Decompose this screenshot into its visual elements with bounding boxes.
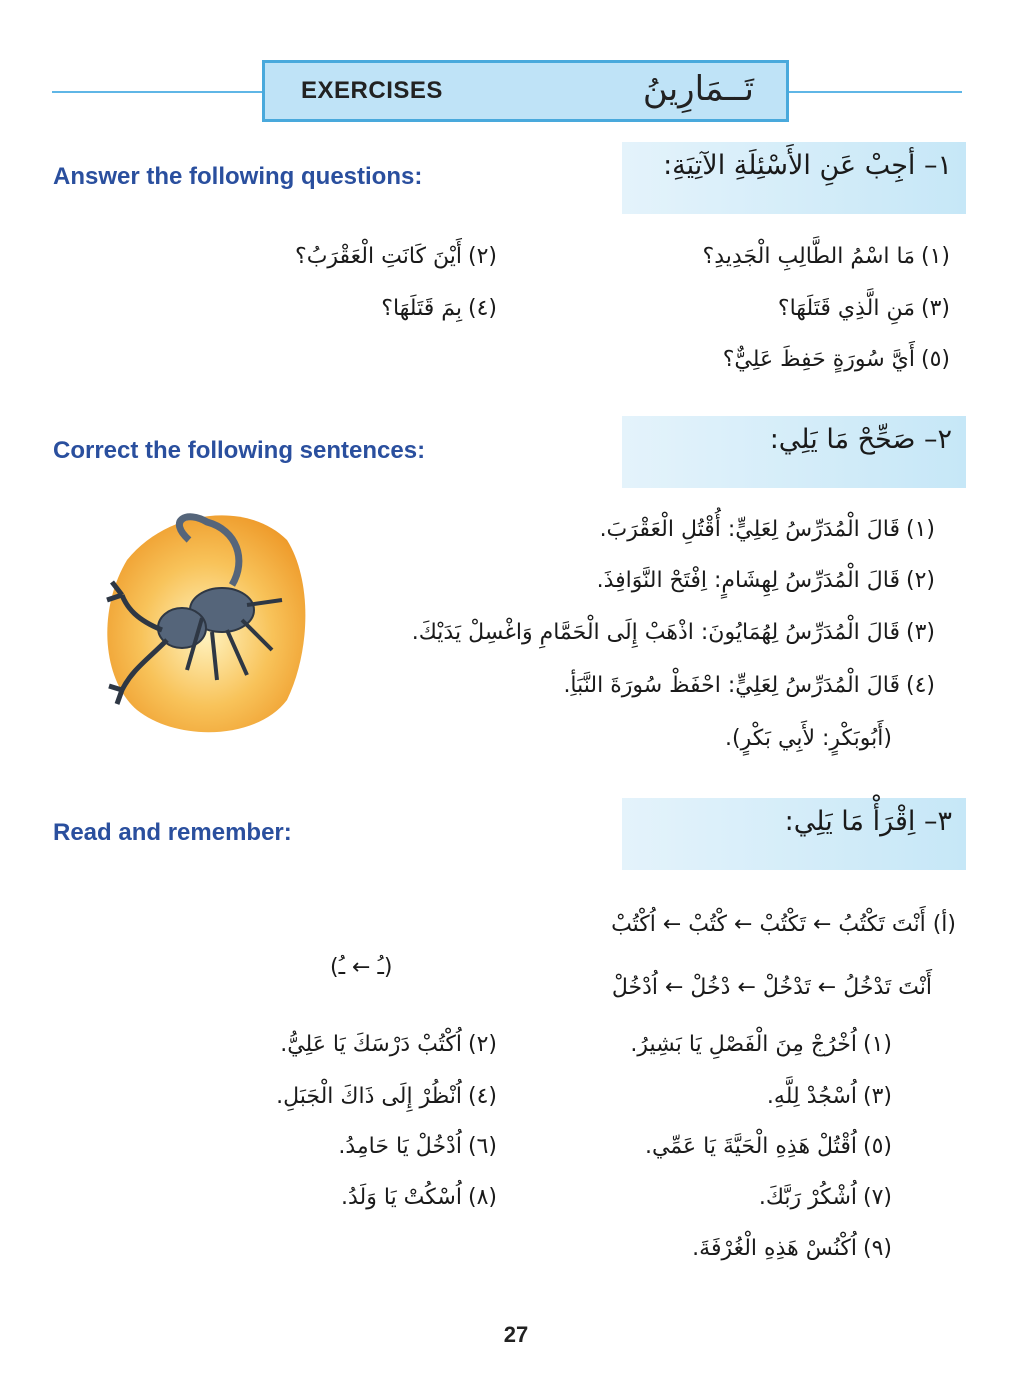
s3-chain-a: (أ) أَنْتَ تَكْتُبُ ← تَكْتُبْ ← كْتُبْ ← اُكْتُبْ (611, 912, 956, 937)
s1-question-4: (٤)بِمَ قَتَلَهَا؟ (381, 296, 497, 321)
section2-title-en: Correct the following sentences: (53, 437, 426, 464)
s3-item-2: (٢)اُكْتُبْ دَرْسَكَ يَا عَلِيُّ. (280, 1032, 497, 1057)
s3-item-9: (٩)اُكْنُسْ هَذِهِ الْغُرْفَةَ. (692, 1236, 892, 1261)
s1-question-3: (٣)مَنِ الَّذِي قَتَلَهَا؟ (777, 296, 950, 321)
s3-chain-b: أَنْتَ تَدْخُلُ ← تَدْخُلْ ← دْخُلْ ← اُدْخُلْ (611, 975, 932, 1000)
s3-item-4: (٤)اُنْظُرْ إِلَى ذَاكَ الْجَبَلِ. (276, 1084, 497, 1109)
s3-item-6: (٦)اُدْخُلْ يَا حَامِدُ. (338, 1134, 497, 1159)
s3-item-5: (٥)اُقْتُلْ هَذِهِ الْحَيَّةَ يَا عَمِّي. (644, 1134, 892, 1159)
s3-item-7: (٧)اُشْكُرْ رَبَّكَ. (758, 1185, 892, 1210)
s2-sentence-1: (١)قَالَ الْمُدَرِّسُ لِعَلِيٍّ: أُقْتُلِ الْعَقْرَبَ. (599, 517, 935, 542)
section1-title-en: Answer the following questions: (53, 163, 423, 190)
s1-question-2: (٢)أَيْنَ كَانَتِ الْعَقْرَبُ؟ (295, 244, 497, 269)
s2-sentence-4: (٤)قَالَ الْمُدَرِّسُ لِعَلِيٍّ: احْفَظْ سُورَةَ النَّبَأِ. (563, 673, 935, 698)
section3-title-ar: ٣– اِقْرَأْ مَا يَلِي: (784, 806, 952, 837)
section2-band (622, 416, 966, 488)
section3-title-en: Read and remember: (53, 819, 292, 846)
s2-note: (أَبُوبَكْرٍ: لأَبِي بَكْرٍ). (725, 726, 892, 751)
header-banner (262, 60, 789, 122)
s2-sentence-3: (٣)قَالَ الْمُدَرِّسُ لِهُمَايُونَ: اذْهَبْ إِلَى الْحَمَّامِ وَاغْسِلْ يَدَيْكَ. (411, 620, 935, 645)
s3-vowel-note: (ـُ ← ـُ) (330, 955, 393, 980)
s3-item-1: (١)اُخْرُجْ مِنَ الْفَصْلِ يَا بَشِيرُ. (630, 1032, 892, 1057)
section1-title-ar: ١– أجِبْ عَنِ الأَسْئِلَةِ الآتِيَةِ: (663, 150, 952, 181)
s3-item-8: (٨)اُسْكُتْ يَا وَلَدُ. (341, 1185, 497, 1210)
s3-item-3: (٣)اُسْجُدْ لِلَّهِ. (766, 1084, 892, 1109)
section1-band (622, 142, 966, 214)
header-rule-left (52, 91, 264, 93)
page-number: 27 (503, 1322, 529, 1347)
section2-title-ar: ٢– صَحِّحْ مَا يَلِي: (769, 424, 952, 455)
header-title-en: EXERCISES (301, 77, 443, 104)
section3-band (622, 798, 966, 870)
header-rule-right (786, 91, 962, 93)
s1-question-1: (١)مَا اسْمُ الطَّالِبِ الْجَدِيدِ؟ (702, 244, 950, 269)
header-title-ar: تَــمَارِينُ (642, 69, 754, 109)
s2-sentence-2: (٢)قَالَ الْمُدَرِّسُ لِهِشَامٍ: اِفْتَحْ النَّوَافِذَ. (596, 568, 935, 593)
s1-question-5: (٥)أَيَّ سُورَةٍ حَفِظَ عَلِيٌّ؟ (722, 347, 950, 372)
scorpion-illustration (97, 500, 311, 740)
